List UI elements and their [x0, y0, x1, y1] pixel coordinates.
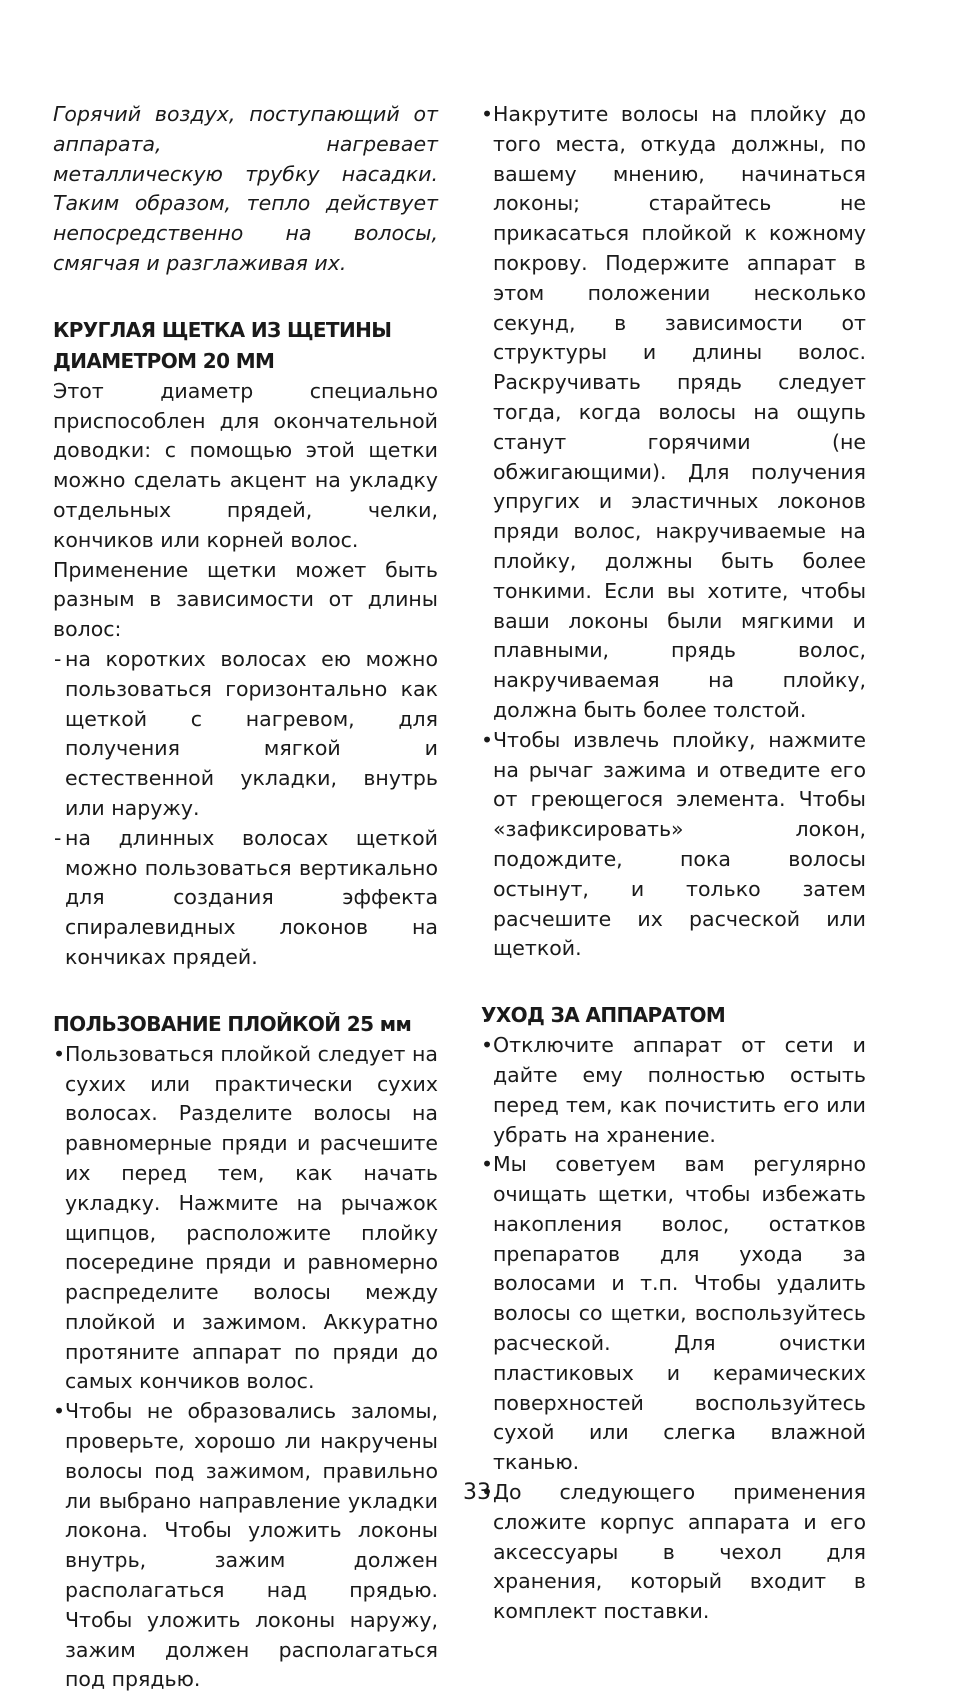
list-item: • До следующего применения сложите корпус аппарата и его аксессуары в чехол для хранения, который входит в комплект поставки. — [481, 1478, 866, 1627]
curling-iron-heading: ПОЛЬЗОВАНИЕ ПЛОЙКОЙ 25 мм — [53, 1011, 412, 1036]
list-item: - на длинных волосах щеткой можно пользоваться вертикально для создания эффекта спиралевидных локонов на кончиках прядей. — [53, 824, 438, 973]
list-item: - на коротких волосах ею можно пользоваться горизонтально как щеткой с нагревом, для получения мягкой и естественной укладки, внутрь или наружу. — [53, 645, 438, 824]
curling-iron-list-right — [481, 100, 866, 964]
page-number: 33 — [463, 1480, 491, 1505]
care-heading: УХОД ЗА АППАРАТОМ — [481, 1003, 726, 1028]
list-item: • Отключите аппарат от сети и дайте ему полностью остыть перед тем, как почистить его или убрать на хранение. — [481, 1031, 866, 1150]
curling-iron-list-left — [53, 1040, 438, 1695]
round-brush-heading: КРУГЛАЯ ЩЕТКА ИЗ ЩЕТИНЫ ДИАМЕТРОМ 20 ММ — [53, 317, 392, 373]
list-item: • Пользоваться плойкой следует на сухих или практически сухих волосах. Разделите волосы на равномерные пряди и расчешите их перед тем, как начать укладку. Нажмите на рычажок щипцов, расположите плойку посередине пряди и равномерно распределите волосы между плойкой и зажимом. Аккуратно протяните аппарат по пряди до самых кончиков волос. — [53, 1040, 438, 1398]
list-item: • Чтобы не образовались заломы, проверьте, хорошо ли накручены волосы под зажимом, правильно ли выбрано направление укладки локона. Чтобы уложить локоны внутрь, зажим должен располагаться над прядью. Чтобы уложить локоны наружу, зажим должен располагаться под прядью. — [53, 1397, 438, 1695]
list-item: • Чтобы извлечь плойку, нажмите на рычаг зажима и отведите его от греющегося элемента. Чтобы «зафиксировать» локон, подождите, пока волосы остынут, и только затем расчешите их расческой или щеткой. — [481, 726, 866, 964]
round-brush-list — [53, 645, 438, 973]
round-brush-paragraph: Применение щетки может быть разным в зависимости от длины волос: — [53, 557, 438, 642]
care-list — [481, 1031, 866, 1627]
intro-paragraph: Горячий воздух, поступающий от аппарата, нагревает металлическую трубку насадки. Таким образом, тепло действует непосредственно на волосы, смягчая и разглаживая их. — [53, 102, 438, 275]
list-item: • Накрутите волосы на плойку до того места, откуда должны, по вашему мнению, начинаться локоны; старайтесь не прикасаться плойкой к кожному покрову. Подержите аппарат в этом положении несколько секунд, в зависимости от структуры и длины волос. Раскручивать прядь следует тогда, когда волосы на ощупь станут горячими (не обжигающими). Для получения упругих и эластичных локонов пряди волос, накручиваемые на плойку, должны быть более тонкими. Если вы хотите, чтобы ваши локоны были мягкими и плавными, прядь волос, накручиваемая на плойку, должна быть более толстой. — [481, 100, 866, 726]
list-item: • Мы советуем вам регулярно очищать щетки, чтобы избежать накопления волос, остатков препаратов для ухода за волосами и т.п. Чтобы удалить волосы со щетки, воспользуйтесь расческой. Для очистки пластиковых и керамических поверхностей воспользуйтесь сухой или слегка влажной тканью. — [481, 1150, 866, 1478]
right-column — [481, 100, 866, 1627]
left-column — [53, 100, 438, 1695]
round-brush-paragraph: Этот диаметр специально приспособлен для окончательной доводки: с помощью этой щетки можно сделать акцент на укладку отдельных прядей, челки, кончиков или корней волос. — [53, 378, 438, 552]
